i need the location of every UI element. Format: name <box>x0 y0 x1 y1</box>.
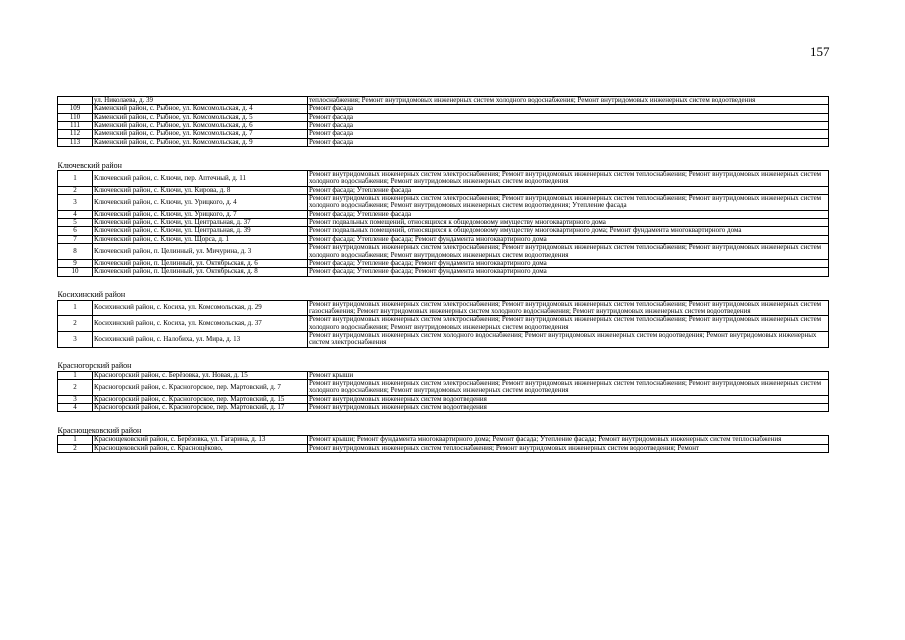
row-work-types: теплоснабжения; Ремонт внутридомовых инженерных систем холодного водоснабжения; Ремонт внутридомовых инженерных систем водоотведения <box>308 97 829 105</box>
row-work-types: Ремонт крыши <box>308 371 829 379</box>
row-number: 5 <box>58 219 93 227</box>
table-row <box>58 259 829 267</box>
row-address: Ключевский район, с. Ключи, ул. Урицкого, д. 7 <box>93 210 308 218</box>
row-address: Каменский район, с. Рыбное, ул. Комсомольская, д. 7 <box>93 130 308 138</box>
row-address: Ключевский район, п. Целинный, ул. Октябрьская, д. 6 <box>93 259 308 267</box>
table-row <box>58 331 829 347</box>
row-number: 111 <box>58 122 93 130</box>
row-number: 4 <box>58 210 93 218</box>
table-row <box>58 122 829 130</box>
row-number: 3 <box>58 395 93 403</box>
table-row <box>58 436 829 444</box>
district-heading: Краснощековский район <box>58 423 829 436</box>
table-row <box>58 210 829 218</box>
row-number <box>58 97 93 105</box>
district-gap <box>58 147 829 159</box>
row-number: 110 <box>58 113 93 121</box>
row-number: 1 <box>58 371 93 379</box>
row-work-types: Ремонт внутридомовых инженерных систем холодного водоснабжения; Ремонт внутридомовых инженерных систем водоотведения; Ремонт внутридомовых инженерных систем электроснабжения <box>308 331 829 347</box>
table-row <box>58 268 829 276</box>
row-address: Ключевский район, с. Ключи, ул. Центральная, д. 39 <box>93 227 308 235</box>
page-number: 157 <box>810 44 830 59</box>
district-row <box>58 158 829 171</box>
row-number: 2 <box>58 379 93 395</box>
table-row <box>58 244 829 260</box>
row-address: Красногорский район, с. Красногорское, пер. Мартовский, д. 15 <box>93 395 308 403</box>
district-gap <box>58 412 829 424</box>
row-address: Ключевский район, с. Ключи, ул. Щорса, д. 1 <box>93 235 308 243</box>
table-row <box>58 113 829 121</box>
table-row <box>58 227 829 235</box>
row-number: 112 <box>58 130 93 138</box>
row-work-types: Ремонт внутридомовых инженерных систем электроснабжения; Ремонт внутридомовых инженерных систем теплоснабжения; Ремонт внутридомовых инженерных систем холодного водоснабжения; Ремонт внутридомовых инженерных систем водоотведения <box>308 379 829 395</box>
row-work-types: Ремонт фасада; Утепление фасада <box>308 186 829 194</box>
row-address: Косихинский район, с. Косиха, ул. Комсомольская, д. 29 <box>93 300 308 316</box>
row-number: 109 <box>58 105 93 113</box>
row-address: Ключевский район, с. Ключи, ул. Кирова, д. 8 <box>93 186 308 194</box>
district-heading: Косихинский район <box>58 288 829 301</box>
table-row <box>58 97 829 105</box>
row-address: Каменский район, с. Рыбное, ул. Комсомольская, д. 4 <box>93 105 308 113</box>
table-row <box>58 186 829 194</box>
repair-table <box>57 96 829 453</box>
row-number: 3 <box>58 195 93 211</box>
row-work-types: Ремонт внутридомовых инженерных систем электроснабжения; Ремонт внутридомовых инженерных систем теплоснабжения; Ремонт внутридомовых инженерных систем холодного водоснабжения; Ремонт внутридомовых инженерных систем водоотведения <box>308 244 829 260</box>
row-address: Косихинский район, с. Налобиха, ул. Мира, д. 13 <box>93 331 308 347</box>
row-number: 1 <box>58 171 93 187</box>
table-row <box>58 300 829 316</box>
table-row <box>58 403 829 411</box>
row-address: Косихинский район, с. Косиха, ул. Комсомольская, д. 37 <box>93 316 308 332</box>
row-work-types: Ремонт фасада <box>308 122 829 130</box>
row-address: Ключевский район, п. Целинный, ул. Октябрьская, д. 8 <box>93 268 308 276</box>
row-address: Каменский район, с. Рыбное, ул. Комсомольская, д. 5 <box>93 113 308 121</box>
row-address: Красногорский район, с. Красногорское, пер. Мартовский, д. 7 <box>93 379 308 395</box>
row-number: 2 <box>58 186 93 194</box>
row-number: 6 <box>58 227 93 235</box>
district-row <box>58 359 829 372</box>
table-row <box>58 105 829 113</box>
table-row <box>58 130 829 138</box>
district-row <box>58 288 829 301</box>
table-row <box>58 219 829 227</box>
row-work-types: Ремонт внутридомовых инженерных систем электроснабжения; Ремонт внутридомовых инженерных систем теплоснабжения; Ремонт внутридомовых инженерных систем холодного водоснабжения; Ремонт внутридомовых инженерных систем водоотведения <box>308 171 829 187</box>
row-number: 1 <box>58 300 93 316</box>
row-address: ул. Николаева, д. 39 <box>93 97 308 105</box>
district-gap <box>58 276 829 288</box>
district-heading: Красногорский район <box>58 359 829 372</box>
table-row <box>58 138 829 146</box>
row-work-types: Ремонт фасада; Утепление фасада; Ремонт фундамента многоквартирного дома <box>308 259 829 267</box>
row-number: 8 <box>58 244 93 260</box>
table-row <box>58 395 829 403</box>
district-heading: Ключевский район <box>58 158 829 171</box>
row-number: 113 <box>58 138 93 146</box>
row-work-types: Ремонт подвальных помещений, относящихся к общедомовому имуществу многоквартирного дома; Ремонт фундамента многоквартирного дома <box>308 227 829 235</box>
row-work-types: Ремонт фасада <box>308 138 829 146</box>
row-work-types: Ремонт внутридомовых инженерных систем водоотведения <box>308 395 829 403</box>
row-address: Ключевский район, с. Ключи, ул. Центральная, д. 37 <box>93 219 308 227</box>
table-row <box>58 316 829 332</box>
row-work-types: Ремонт фасада; Утепление фасада <box>308 210 829 218</box>
row-number: 7 <box>58 235 93 243</box>
district-row <box>58 423 829 436</box>
table-row <box>58 195 829 211</box>
row-address: Ключевский район, с. Ключи, пер. Аптечный, д. 11 <box>93 171 308 187</box>
row-number: 4 <box>58 403 93 411</box>
row-address: Каменский район, с. Рыбное, ул. Комсомольская, д. 9 <box>93 138 308 146</box>
table-row <box>58 379 829 395</box>
row-address: Ключевский район, п. Целинный, ул. Мичурина, д. 3 <box>93 244 308 260</box>
row-address: Каменский район, с. Рыбное, ул. Комсомольская, д. 6 <box>93 122 308 130</box>
row-number: 1 <box>58 436 93 444</box>
row-work-types: Ремонт внутридомовых инженерных систем электроснабжения; Ремонт внутридомовых инженерных систем теплоснабжения; Ремонт внутридомовых инженерных систем холодного водоснабжения; Ремонт внутридомовых инженерных систем водоотведения <box>308 316 829 332</box>
row-address: Ключевский район, с. Ключи, ул. Урицкого, д. 4 <box>93 195 308 211</box>
row-number: 3 <box>58 331 93 347</box>
row-work-types: Ремонт фасада; Утепление фасада; Ремонт фундамента многоквартирного дома <box>308 235 829 243</box>
table-row <box>58 171 829 187</box>
row-address: Краснощековский район, с. Берёзовка, ул. Гагарина, д. 13 <box>93 436 308 444</box>
row-work-types: Ремонт фасада <box>308 130 829 138</box>
row-work-types: Ремонт крыши; Ремонт фундамента многоквартирного дома; Ремонт фасада; Утепление фасада; Ремонт внутридомовых инженерных систем теплоснабжения <box>308 436 829 444</box>
row-number: 2 <box>58 444 93 452</box>
row-work-types: Ремонт фасада <box>308 105 829 113</box>
row-address: Красногорский район, с. Берёзовка, ул. Новая, д. 15 <box>93 371 308 379</box>
table-row <box>58 444 829 452</box>
row-work-types: Ремонт подвальных помещений, относящихся к общедомовому имуществу многоквартирного дома <box>308 219 829 227</box>
row-work-types: Ремонт внутридомовых инженерных систем электроснабжения; Ремонт внутридомовых инженерных систем теплоснабжения; Ремонт внутридомовых инженерных систем холодного водоснабжения; Ремонт внутридомовых инженерных систем водоотведения; Утепление фасада <box>308 195 829 211</box>
row-work-types: Ремонт внутридомовых инженерных систем водоотведения <box>308 403 829 411</box>
row-work-types: Ремонт внутридомовых инженерных систем теплоснабжения; Ремонт внутридомовых инженерных систем водоотведения; Ремонт <box>308 444 829 452</box>
row-work-types: Ремонт фасада <box>308 113 829 121</box>
row-number: 2 <box>58 316 93 332</box>
district-gap <box>58 347 829 359</box>
row-number: 10 <box>58 268 93 276</box>
row-number: 9 <box>58 259 93 267</box>
table-row <box>58 371 829 379</box>
row-address: Краснощековский район, с. Краснощёково, <box>93 444 308 452</box>
row-work-types: Ремонт фасада; Утепление фасада; Ремонт фундамента многоквартирного дома <box>308 268 829 276</box>
row-work-types: Ремонт внутридомовых инженерных систем электроснабжения; Ремонт внутридомовых инженерных систем теплоснабжения; Ремонт внутридомовых инженерных систем газоснабжения; Ремонт внутридомовых инженерных систем холодного водоснабжения; Ремонт внутридомовых инженерных систем водоотведения <box>308 300 829 316</box>
table-row <box>58 235 829 243</box>
row-address: Красногорский район, с. Красногорское, пер. Мартовский, д. 17 <box>93 403 308 411</box>
